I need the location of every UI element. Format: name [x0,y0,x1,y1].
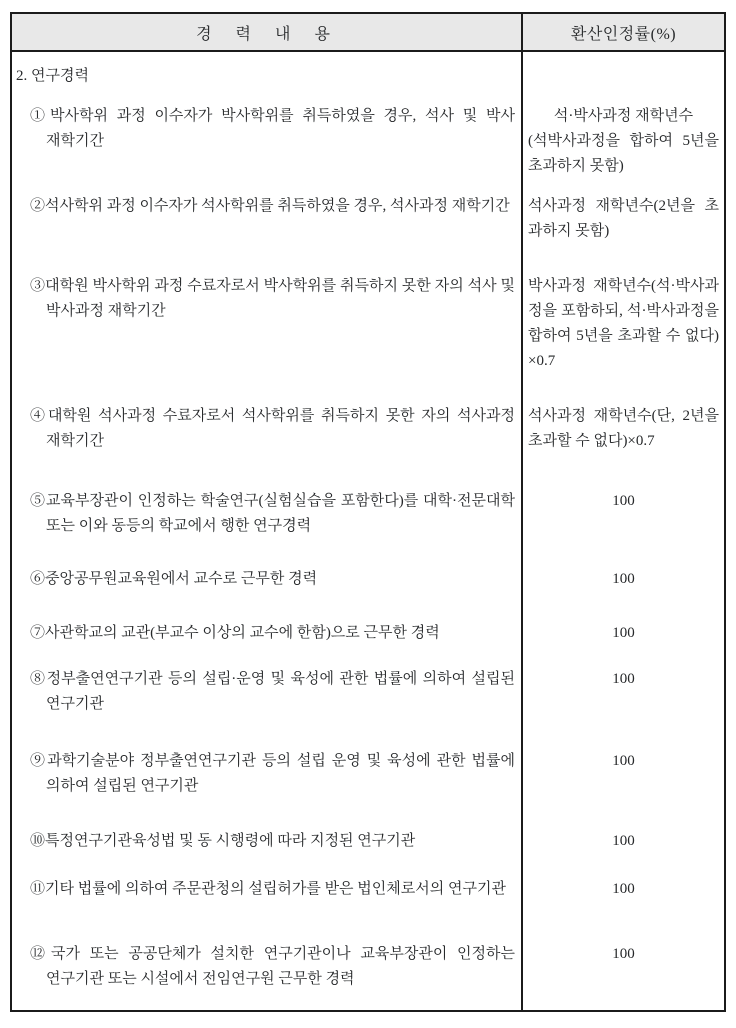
rate-cell [523,190,724,270]
rate-cell [523,660,724,742]
rate-cell [523,614,724,660]
career-content-cell [12,660,523,742]
rate-cell [523,870,724,937]
career-content-cell [12,102,523,190]
career-item-text: ⑥중앙공무원교육원에서 교수로 근무한 경력 [30,571,318,587]
header-career-content: 경 력 내 용 [12,14,523,50]
table-row [12,102,724,190]
rate-body: 석사과정 재학년수(2년을 초과하지 못함) [528,198,719,239]
career-content-cell [12,824,523,870]
rate-cell [523,937,724,1010]
career-item-text: ①박사학위 과정 이수자가 박사학위를 취득하였을 경우, 석사 및 박사 재학기간 [30,108,515,149]
table-row [12,870,724,937]
career-content-cell [12,870,523,937]
career-item-text: ⑨과학기술분야 정부출연연구기관 등의 설립 운영 및 육성에 관한 법률에 의하여 설립된 연구기관 [30,753,515,794]
career-content-cell [12,742,523,824]
rate-value: 100 [612,881,635,897]
header-conversion-rate: 환산인정률(%) [570,25,677,43]
career-item-text: ⑪기타 법률에 의하여 주문관청의 설립허가를 받은 법인체로서의 연구기관 [30,881,506,897]
rate-body: 박사과정 재학년수(석·박사과정을 포함하되, 석·박사과정을 합하여 5년을 초과할 수 없다)×0.7 [528,278,719,369]
rate-cell [523,742,724,824]
rate-cell [523,824,724,870]
rate-value: 100 [612,833,635,849]
career-content-cell [12,614,523,660]
rate-value: 100 [612,625,635,641]
rate-cell [523,400,724,480]
table-row [12,824,724,870]
career-rate-table [10,12,726,1012]
rate-cell [523,102,724,190]
table-row [12,400,724,480]
rate-title: 석·박사과정 재학년수 [553,108,694,124]
career-content-cell [12,560,523,614]
rate-value: 100 [612,753,635,769]
table-row [12,480,724,560]
table-header-row [12,14,724,52]
career-content-cell [12,400,523,480]
career-content-cell [12,190,523,270]
rate-body: (석박사과정을 합하여 5년을 초과하지 못함) [528,133,719,174]
career-item-text: ⑧정부출연연구기관 등의 설립·운영 및 육성에 관한 법률에 의하여 설립된 연구기관 [30,671,515,712]
career-item-text: ⑫국가 또는 공공단체가 설치한 연구기관이나 교육부장관이 인정하는 연구기관 또는 시설에서 전임연구원 근무한 경력 [30,946,515,987]
career-item-text: ②석사학위 과정 이수자가 석사학위를 취득하였을 경우, 석사과정 재학기간 [30,198,510,214]
career-item-text: ⑩특정연구기관육성법 및 동 시행령에 따라 지정된 연구기관 [30,833,416,849]
table-row [12,560,724,614]
career-content-cell [12,52,523,102]
rate-value: 100 [612,571,635,587]
career-item-text: ⑦사관학교의 교관(부교수 이상의 교수에 한함)으로 근무한 경력 [30,625,440,641]
career-content-cell [12,937,523,1010]
rate-cell [523,270,724,400]
table-row [12,660,724,742]
table-row [12,742,724,824]
table-row [12,270,724,400]
career-item-text: ③대학원 박사학위 과정 수료자로서 박사학위를 취득하지 못한 자의 석사 및 박사과정 재학기간 [30,278,515,319]
career-item-text: ④대학원 석사과정 수료자로서 석사학위를 취득하지 못한 자의 석사과정 재학기간 [30,408,515,449]
table-row [12,52,724,102]
table-row [12,190,724,270]
table-row [12,614,724,660]
rate-cell [523,480,724,560]
rate-cell [523,560,724,614]
career-content-cell [12,480,523,560]
rate-body: 석사과정 재학년수(단, 2년을 초과할 수 없다)×0.7 [528,408,719,449]
table-row [12,937,724,1010]
rate-value: 100 [612,671,635,687]
career-item-text: ⑤교육부장관이 인정하는 학술연구(실험실습을 포함한다)를 대학·전문대학 또는 이와 동등의 학교에서 행한 연구경력 [30,493,515,534]
rate-value: 100 [612,946,635,962]
section-title: 2. 연구경력 [16,68,89,84]
rate-cell [523,52,724,102]
rate-value: 100 [612,493,635,509]
career-content-cell [12,270,523,400]
